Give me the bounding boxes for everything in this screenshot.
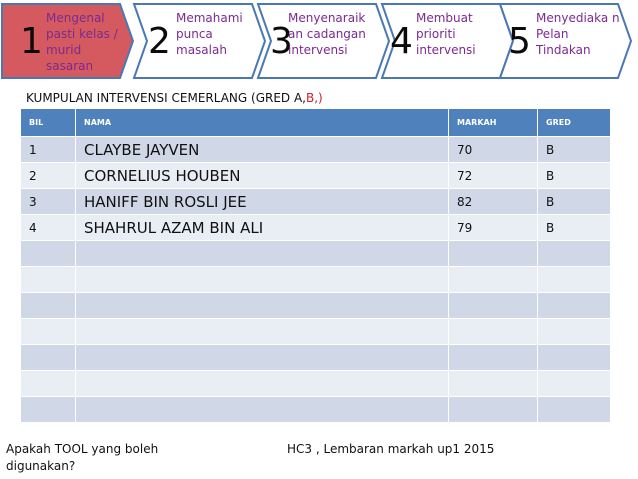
cell-nama: [76, 371, 449, 397]
step-4: [382, 4, 514, 78]
table-row: [21, 293, 611, 319]
table-row: [21, 137, 611, 163]
cell-gred: B: [538, 189, 611, 215]
step-3: [258, 4, 390, 78]
step-2-label: Memahami punca masalah: [176, 11, 243, 57]
cell-gred: [538, 267, 611, 293]
cell-nama: CORNELIUS HOUBEN: [76, 163, 449, 189]
cell-nama: [76, 267, 449, 293]
cell-bil: 4: [21, 215, 76, 241]
cell-markah: 79: [449, 215, 538, 241]
cell-markah: 82: [449, 189, 538, 215]
cell-bil: 3: [21, 189, 76, 215]
cell-gred: [538, 293, 611, 319]
cell-bil: [21, 319, 76, 345]
cell-markah: [449, 267, 538, 293]
cell-nama: [76, 319, 449, 345]
cell-gred: [538, 345, 611, 371]
cell-markah: [449, 319, 538, 345]
cell-nama: [76, 293, 449, 319]
cell-bil: 2: [21, 163, 76, 189]
column-header-markah: MARKAH: [449, 109, 538, 137]
cell-markah: [449, 293, 538, 319]
cell-gred: [538, 397, 611, 423]
marks-table: [20, 108, 611, 423]
cell-markah: [449, 345, 538, 371]
step-5: [500, 4, 634, 78]
group-heading-text: KUMPULAN INTERVENSI CEMERLANG (GRED A,: [26, 91, 306, 105]
group-heading-highlight: B,): [305, 91, 323, 105]
step-3-number: 3: [270, 21, 293, 62]
cell-gred: B: [538, 215, 611, 241]
table-row: [21, 241, 611, 267]
step-5-label: Menyediaka n Pelan Tindakan: [536, 11, 620, 57]
cell-nama: SHAHRUL AZAM BIN ALI: [76, 215, 449, 241]
table-row: [21, 189, 611, 215]
table-row: [21, 371, 611, 397]
cell-markah: 72: [449, 163, 538, 189]
cell-bil: [21, 293, 76, 319]
step-1: [2, 4, 134, 78]
tool-question: Apakah TOOL yang boleh digunakan?: [6, 442, 159, 473]
cell-bil: [21, 345, 76, 371]
cell-nama: HANIFF BIN ROSLI JEE: [76, 189, 449, 215]
table-row: [21, 163, 611, 189]
cell-nama: [76, 241, 449, 267]
column-header-gred: GRED: [538, 109, 611, 137]
step-5-number: 5: [508, 21, 531, 62]
group-heading: [26, 91, 323, 105]
table-row: [21, 345, 611, 371]
reference-note: HC3 , Lembaran markah up1 2015: [287, 442, 495, 456]
table-row: [21, 319, 611, 345]
step-1-label: Mengenal pasti kelas / murid sasaran: [46, 11, 118, 73]
cell-bil: [21, 397, 76, 423]
table-header-row: [21, 109, 611, 137]
cell-markah: [449, 397, 538, 423]
cell-gred: [538, 371, 611, 397]
cell-gred: [538, 319, 611, 345]
table-row: [21, 267, 611, 293]
cell-gred: [538, 241, 611, 267]
step-2: [134, 4, 266, 78]
cell-bil: [21, 241, 76, 267]
cell-markah: [449, 241, 538, 267]
cell-bil: [21, 267, 76, 293]
cell-nama: [76, 345, 449, 371]
cell-gred: B: [538, 163, 611, 189]
process-steps: [0, 0, 638, 78]
table-row: [21, 397, 611, 423]
column-header-bil: BIL: [21, 109, 76, 137]
cell-nama: [76, 397, 449, 423]
column-header-nama: NAMA: [76, 109, 449, 137]
step-2-number: 2: [148, 21, 171, 62]
step-1-number: 1: [20, 21, 43, 62]
cell-bil: [21, 371, 76, 397]
cell-markah: 70: [449, 137, 538, 163]
step-3-label: Menyenaraik an cadangan intervensi: [288, 11, 366, 57]
cell-bil: 1: [21, 137, 76, 163]
cell-markah: [449, 371, 538, 397]
step-4-number: 4: [390, 21, 413, 62]
step-4-label: Membuat prioriti intervensi: [416, 11, 476, 57]
cell-gred: B: [538, 137, 611, 163]
table-row: [21, 215, 611, 241]
cell-nama: CLAYBE JAYVEN: [76, 137, 449, 163]
